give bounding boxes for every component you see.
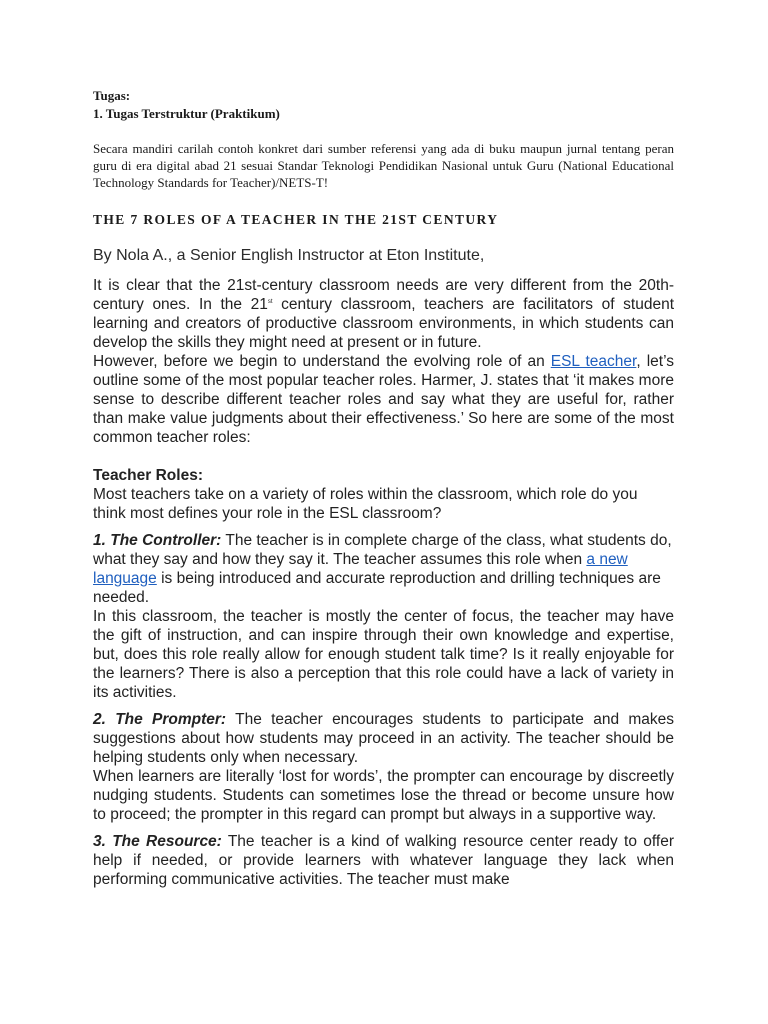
- intro-paragraph-1: [93, 276, 674, 352]
- role-resource-text: The teacher is a kind of walking resource center ready to offer help if needed, or provide learners with whatever language they lack when performing communicative activities. The teacher must make: [93, 833, 674, 888]
- intro-2-text-b: , let’s outline some of the most popular teacher roles. Harmer, J. states that ‘it makes more sense to describe different teacher roles and say what they are useful for, rather than make value judgments about their effectiveness.’ So here are some of the most common teacher roles:: [93, 353, 674, 446]
- intro-paragraph-2: [93, 352, 674, 447]
- role-prompter-paragraph-2: When learners are literally ‘lost for words’, the prompter can encourage by discreetly nudging students. Students can sometimes lose the thread or become unsure how to proceed; the prompter in this regard can prompt but always in a supportive way.: [93, 768, 674, 823]
- article-byline: By Nola A., a Senior English Instructor at Eton Institute,: [93, 247, 485, 264]
- article-body: [93, 276, 674, 889]
- task-heading: Tugas:: [93, 88, 131, 103]
- role-prompter-paragraph-1: [93, 710, 674, 767]
- intro-1-text-a: It is clear that the 21st-century classroom needs are very different from the 20th-century ones. In the 21: [93, 277, 674, 313]
- task-header: [93, 87, 280, 123]
- role-controller-text-b: is being introduced and accurate reproduction and drilling techniques are needed.: [93, 570, 661, 606]
- role-controller-paragraph-1: [93, 531, 674, 607]
- article-title: THE 7 ROLES OF A TEACHER IN THE 21ST CENTURY: [93, 212, 499, 227]
- esl-teacher-link[interactable]: ESL teacher: [550, 353, 637, 370]
- roles-intro: Most teachers take on a variety of roles within the classroom, which role do you think most defines your role in the ESL classroom?: [93, 486, 638, 522]
- intro-1-text-b: century classroom, teachers are facilitators of student learning and creators of productive classroom environments, in which students can develop the skills they might need at present or in future.: [93, 296, 674, 351]
- role-resource-paragraph-1: [93, 832, 674, 889]
- role-resource-title: 3. The Resource:: [93, 833, 222, 850]
- new-language-link[interactable]: a new language: [93, 551, 628, 587]
- role-controller-title: 1. The Controller:: [93, 532, 222, 549]
- roles-heading: Teacher Roles:: [93, 467, 203, 484]
- intro-2-text-a: However, before we begin to understand the evolving role of an: [93, 353, 551, 370]
- role-controller-paragraph-2: In this classroom, the teacher is mostly the center of focus, the teacher may have the gift of instruction, and can inspire through their own knowledge and expertise, but, does this role really allow for enough student talk time? Is it really enjoyable for the learners? There is also a perception that this role could have a lack of variety in its activities.: [93, 608, 674, 701]
- role-prompter-text: The teacher encourages students to participate and makes suggestions about how students may proceed in an activity. The teacher should be helping students only when necessary.: [93, 711, 674, 766]
- task-description: Secara mandiri carilah contoh konkret dari sumber referensi yang ada di buku maupun jurnal tentang peran guru di era digital abad 21 sesuai Standar Teknologi Pendidikan Nasional untuk Guru (National Educational Technology Standards for Teacher)/NETS-T!: [93, 141, 674, 190]
- task-item: 1. Tugas Terstruktur (Praktikum): [93, 106, 280, 121]
- intro-1-superscript: st: [267, 299, 273, 305]
- role-controller-text-a: The teacher is in complete charge of the class, what students do, what they say and how they say it. The teacher assumes this role when: [93, 532, 672, 568]
- role-prompter-title: 2. The Prompter:: [93, 711, 227, 728]
